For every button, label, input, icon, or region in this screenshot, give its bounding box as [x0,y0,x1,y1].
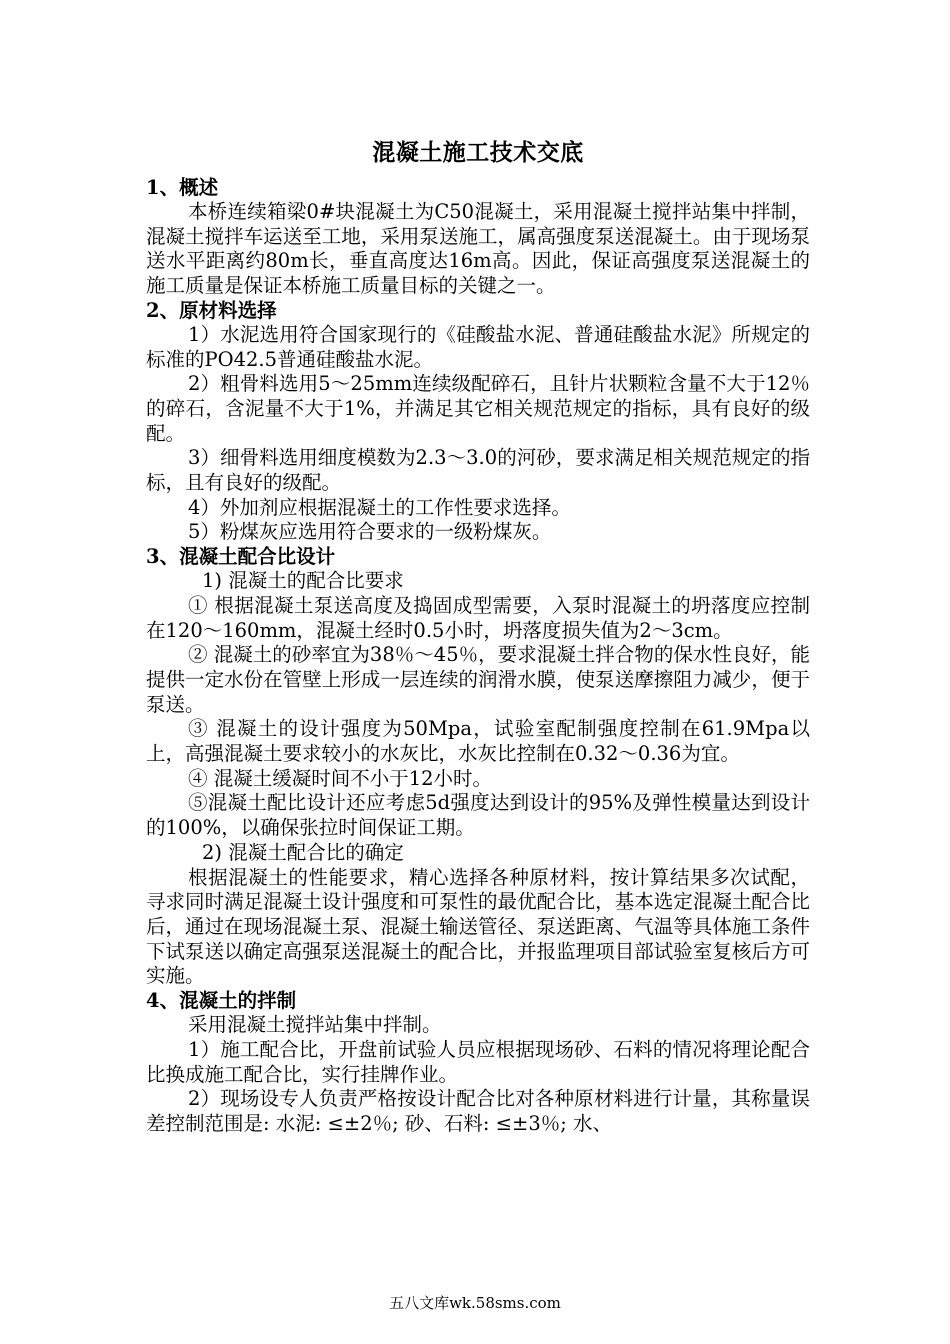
paragraph: ④ 混凝土缓凝时间不小于12小时。 [188,766,493,790]
section-heading-mixing: 4、混凝土的拌制 [146,989,297,1013]
section-heading-mix-design: 3、混凝土配合比设计 [146,545,336,569]
footer-watermark: 五八文库wk.58sms.com [389,1294,561,1312]
paragraph: 5）粉煤灰应选用符合要求的一级粉煤灰。 [188,520,552,544]
paragraph: 4）外加剂应根据混凝土的工作性要求选择。 [188,495,571,519]
paragraph: ② 混凝土的砂率宜为38％～45％，要求混凝土拌合物的保水性良好，能提供一定水份在管壁上形成一层连续的润滑水膜，使泵送摩擦阻力减少，便于泵送。 [146,643,810,716]
subheading: 2) 混凝土配合比的确定 [202,840,404,864]
paragraph: 本桥连续箱梁0#块混凝土为C50混凝土，采用混凝土搅拌站集中拌制，混凝土搅拌车运送至工地，采用泵送施工，属高强度泵送混凝土。由于现场泵送水平距离约80m长，垂直高度达16m高。因此，保证高强度泵送混凝土的施工质量是保证本桥施工质量目标的关键之一。 [146,200,810,298]
paragraph: 1）施工配合比，开盘前试验人员应根据现场砂、石料的情况将理论配合比换成施工配合比，实行挂牌作业。 [146,1037,810,1086]
paragraph: ① 根据混凝土泵送高度及捣固成型需要，入泵时混凝土的坍落度应控制在120～160mm，混凝土经时0.5小时，坍落度损失值为2～3cm。 [146,593,810,642]
paragraph: ⑤混凝土配比设计还应考虑5d强度达到设计的95%及弹性模量达到设计的100%，以确保张拉时间保证工期。 [146,791,810,840]
paragraph: 3）细骨料选用细度模数为2.3～3.0的河砂，要求满足相关规范规定的指标，且有良好的级配。 [146,446,810,495]
paragraph: 2）现场设专人负责严格按设计配合比对各种原材料进行计量，其称量误差控制范围是: 水泥: ≤±2％; 砂、石料: ≤±3％; 水、 [146,1087,810,1135]
section-heading-materials: 2、原材料选择 [146,298,277,322]
subheading: 1) 混凝土的配合比要求 [202,569,404,593]
paragraph: 根据混凝土的性能要求，精心选择各种原材料，按计算结果多次试配，寻求同时满足混凝土设计强度和可泵性的最优配合比，基本选定混凝土配合比后，通过在现场混凝土泵、混凝土输送管径、泵送距离、气温等具体施工条件下试泵送以确定高强泵送混凝土的配合比，并报监理项目部试验室复核后方可实施。 [146,865,810,988]
document-title: 混凝土施工技术交底 [372,139,584,166]
section-heading-overview: 1、概述 [146,176,219,199]
paragraph: 1）水泥选用符合国家现行的《硅酸盐水泥、普通硅酸盐水泥》所规定的标准的PO42.5普通硅酸盐水泥。 [146,322,810,371]
paragraph: ③ 混凝土的设计强度为50Mpa，试验室配制强度控制在61.9Mpa以上，高强混凝土要求较小的水灰比，水灰比控制在0.32～0.36为宜。 [146,717,810,766]
document-body [146,138,810,1137]
paragraph: 采用混凝土搅拌站集中拌制。 [188,1013,442,1037]
paragraph: 2）粗骨料选用5～25mm连续级配碎石，且针片状颗粒含量不大于12％的碎石，含泥量不大于1%，并满足其它相关规范规定的指标，具有良好的级配。 [146,372,810,445]
